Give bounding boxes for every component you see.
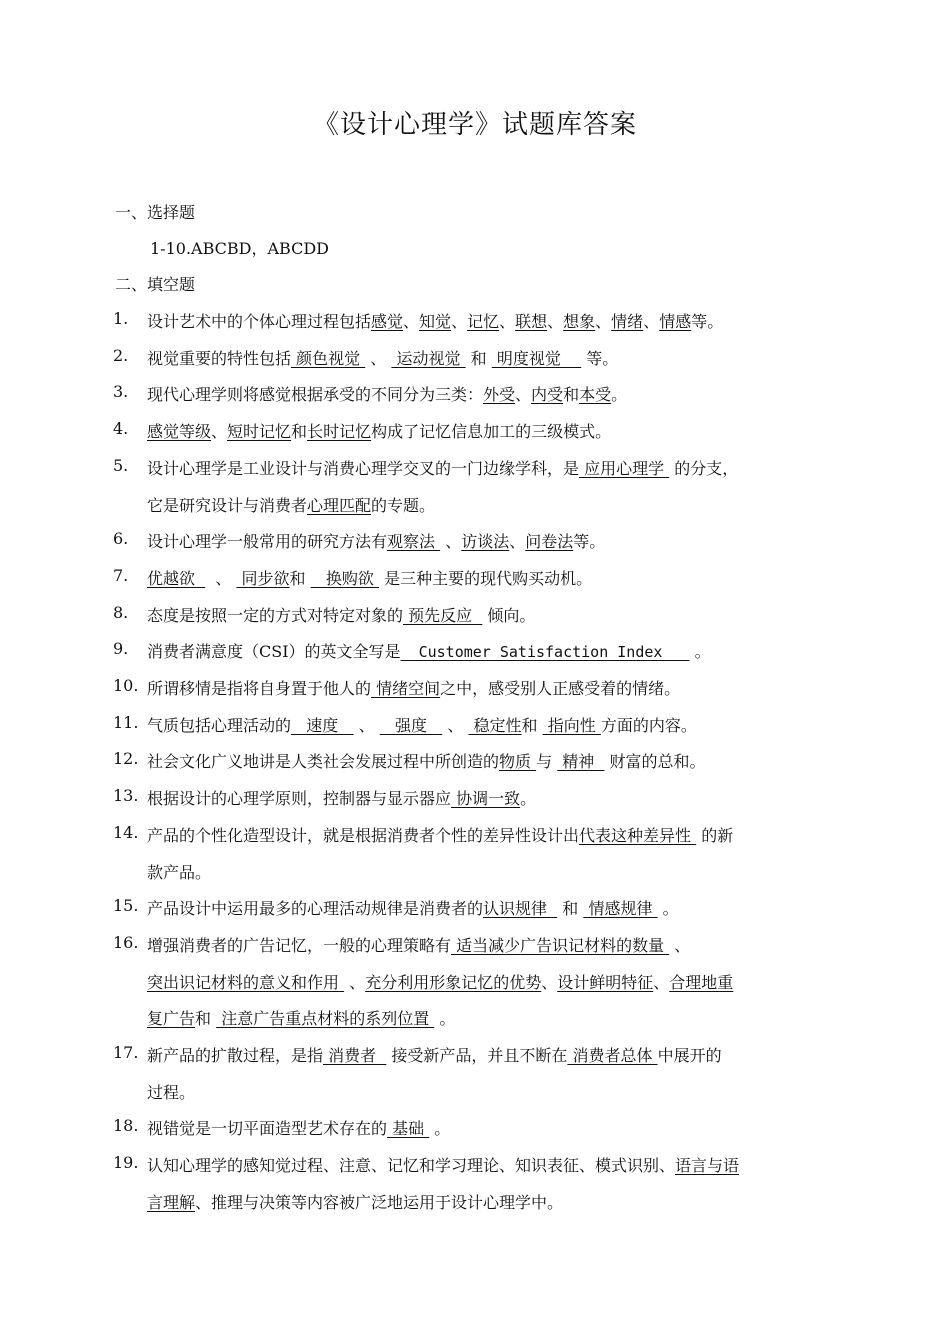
item-number: 15.	[113, 896, 139, 915]
question-text: 的专题。	[371, 496, 436, 515]
question-text: 气质包括心理活动的	[147, 716, 292, 735]
question-text: 、	[365, 349, 392, 368]
item-number: 16.	[113, 933, 139, 952]
question-text: 产品的个性化造型设计，就是根据消费者个性的差异性设计出	[147, 826, 580, 845]
answer-blank: 注意广告重点材料的系列位置	[216, 1009, 435, 1028]
item-text-line	[147, 786, 536, 809]
question-text: 根据设计的心理学原则，控制器与显示器应	[147, 789, 452, 808]
item-text-line	[147, 1080, 195, 1103]
question-text: 认知心理学的感知觉过程、注意、记忆和学习理论、知识表征、模式识别、	[147, 1156, 676, 1175]
answer-blank: Customer Satisfaction Index	[400, 643, 690, 661]
item-text-line	[147, 456, 738, 479]
item-text-line	[147, 493, 435, 516]
item-number: 19.	[113, 1153, 139, 1172]
item-number: 8.	[113, 603, 129, 622]
question-text: 等。	[691, 312, 724, 331]
choice-answers: 1-10.ABCBD，ABCDD	[150, 239, 329, 258]
answer-blank: 应用心理学	[579, 459, 670, 478]
question-text: 的新	[696, 826, 734, 845]
item-text-line	[147, 639, 711, 662]
question-text: 、	[509, 532, 526, 551]
question-text: 增强消费者的广告记忆，一般的心理策略有	[147, 936, 452, 955]
item-number: 6.	[113, 529, 129, 548]
answer-blank: 外受	[483, 385, 516, 404]
item-text-line	[147, 1116, 450, 1139]
item-number: 18.	[113, 1116, 139, 1135]
answer-blank: 长时记忆	[307, 422, 372, 441]
answer-blank: 消费者总体	[567, 1046, 658, 1065]
question-text: 、	[515, 385, 532, 404]
item-number: 9.	[113, 639, 129, 658]
answer-blank: 问卷法	[525, 532, 574, 551]
item-text-line	[147, 823, 733, 846]
answer-blank: 基础	[387, 1119, 430, 1138]
answer-blank: 感觉	[371, 312, 404, 331]
question-text: 设计心理学一般常用的研究方法有	[147, 532, 388, 551]
answer-blank: 言理解	[147, 1193, 196, 1212]
answer-blank: 充分利用形象记忆的优势	[365, 973, 542, 992]
question-text: 和	[195, 1009, 217, 1028]
item-text-line	[147, 603, 535, 626]
question-text: 中展开的	[657, 1046, 722, 1065]
question-text: 。	[689, 642, 711, 661]
question-text: 之中，感受别人正感受着的情绪。	[440, 679, 681, 698]
answer-blank: 情绪	[611, 312, 644, 331]
question-text: 是三种主要的现代购买动机。	[379, 569, 593, 588]
answer-blank: 感觉等级	[147, 422, 212, 441]
question-text: 设计心理学是工业设计与消费心理学交叉的一门边缘学科，是	[147, 459, 580, 478]
answer-blank: 预先反应	[403, 606, 483, 625]
item-text-line	[147, 566, 592, 589]
answer-blank: 认识规律	[483, 899, 558, 918]
item-number: 3.	[113, 382, 129, 401]
question-text: 产品设计中运用最多的心理活动规律是消费者的	[147, 899, 484, 918]
item-number: 7.	[113, 566, 129, 585]
question-text: 视觉重要的特性包括	[147, 349, 292, 368]
question-text: 。	[611, 385, 628, 404]
question-text: 设计艺术中的个体心理过程包括	[147, 312, 372, 331]
answer-blank: 复广告	[147, 1009, 196, 1028]
answer-blank: 消费者	[323, 1046, 387, 1065]
question-text: 接受新产品，并且不断在	[386, 1046, 568, 1065]
question-text: 社会文化广义地讲是人类社会发展过程中所创造的	[147, 752, 500, 771]
section-heading-choice: 一、选择题	[115, 203, 196, 222]
question-text: 视错觉是一切平面造型艺术存在的	[147, 1119, 388, 1138]
item-number: 2.	[113, 346, 129, 365]
question-text: 倾向。	[482, 606, 536, 625]
question-text: 、	[643, 312, 660, 331]
question-text: 等。	[581, 349, 619, 368]
document-title: 《设计心理学》试题库答案	[312, 110, 637, 140]
question-text: 它是研究设计与消费者	[147, 496, 308, 515]
question-text: 、	[595, 312, 612, 331]
question-text: 消费者满意度（CSI）的英文全写是	[147, 642, 401, 661]
item-text-line	[147, 933, 690, 956]
question-text: 款产品。	[147, 863, 212, 882]
item-number: 12.	[113, 749, 139, 768]
answer-blank: 稳定性	[468, 716, 522, 735]
item-text-line	[147, 382, 627, 405]
item-text-line	[147, 749, 706, 772]
question-text: 的分支，	[669, 459, 739, 478]
question-text: 态度是按照一定的方式对特定对象的	[147, 606, 404, 625]
section-heading-fill: 二、填空题	[115, 275, 196, 294]
question-text: 、	[541, 973, 558, 992]
answer-blank: 心理匹配	[307, 496, 372, 515]
question-text: 现代心理学则将感觉根据承受的不同分为三类：	[147, 385, 484, 404]
question-text: 构成了记忆信息加工的三级模式。	[371, 422, 612, 441]
question-text: 和	[557, 899, 584, 918]
item-text-line	[147, 896, 679, 919]
answer-blank: 情感规律	[583, 899, 658, 918]
question-text: 、	[442, 716, 469, 735]
question-text: 、	[499, 312, 516, 331]
answer-blank: 运动视觉	[391, 349, 466, 368]
item-text-line	[147, 529, 605, 552]
item-text-line	[147, 713, 697, 736]
question-text: 。	[657, 899, 679, 918]
answer-blank: 精神	[557, 752, 605, 771]
answer-blank: 强度	[379, 716, 443, 735]
answer-blank: 情感	[659, 312, 692, 331]
answer-blank: 同步欲	[236, 569, 290, 588]
question-text: 、	[669, 936, 691, 955]
answer-blank: 知觉	[419, 312, 452, 331]
answer-blank: 内受	[531, 385, 564, 404]
question-text: 财富的总和。	[604, 752, 706, 771]
item-text-line	[147, 860, 211, 883]
question-text: 。	[434, 1009, 456, 1028]
question-text: 过程。	[147, 1083, 196, 1102]
answer-blank: 合理地重	[669, 973, 734, 992]
item-number: 14.	[113, 823, 139, 842]
question-text: 和	[521, 716, 543, 735]
answer-blank: 本受	[579, 385, 612, 404]
question-text: 、	[353, 716, 380, 735]
question-text: 、	[344, 973, 366, 992]
item-number: 17.	[113, 1043, 139, 1062]
item-number: 13.	[113, 786, 139, 805]
item-text-line	[147, 970, 733, 993]
item-number: 11.	[113, 713, 139, 732]
answer-blank: 优越欲	[147, 569, 206, 588]
item-text-line	[147, 1006, 455, 1029]
answer-blank: 突出识记材料的意义和作用	[147, 973, 345, 992]
item-text-line	[147, 1043, 722, 1066]
question-text: 和	[289, 569, 311, 588]
item-number: 1.	[113, 309, 129, 328]
question-text: 、	[451, 312, 468, 331]
item-text-line	[147, 309, 723, 332]
question-text: 与	[536, 752, 558, 771]
question-text: 、	[440, 532, 462, 551]
answer-blank: 颜色视觉	[291, 349, 366, 368]
question-text: 、推理与决策等内容被广泛地运用于设计心理学中。	[195, 1193, 564, 1212]
answer-blank: 情绪空间	[371, 679, 441, 698]
item-text-line	[147, 346, 618, 369]
answer-blank: 适当减少广告识记材料的数量	[451, 936, 670, 955]
question-text: 。	[520, 789, 537, 808]
question-text: 和	[465, 349, 492, 368]
question-text: 新产品的扩散过程，是指	[147, 1046, 324, 1065]
item-text-line	[147, 419, 611, 442]
answer-blank: 代表这种差异性	[579, 826, 697, 845]
question-text: 和	[291, 422, 308, 441]
question-text: 、	[653, 973, 670, 992]
answer-blank: 想象	[563, 312, 596, 331]
answer-blank: 联想	[515, 312, 548, 331]
question-text: 、	[403, 312, 420, 331]
answer-blank: 指向性	[542, 716, 601, 735]
item-text-line	[147, 1153, 739, 1176]
question-text: 、	[211, 422, 228, 441]
answer-blank: 换购欲	[310, 569, 379, 588]
item-number: 10.	[113, 676, 139, 695]
answer-blank: 物质	[499, 752, 537, 771]
item-text-line	[147, 676, 680, 699]
answer-blank: 速度	[291, 716, 354, 735]
item-number: 5.	[113, 456, 129, 475]
answer-blank: 访谈法	[461, 532, 510, 551]
answer-blank: 设计鲜明特征	[557, 973, 654, 992]
question-text: 等。	[573, 532, 606, 551]
question-text: 和	[563, 385, 580, 404]
answer-blank: 明度视觉	[491, 349, 582, 368]
question-text: 方面的内容。	[600, 716, 697, 735]
answer-blank: 记忆	[467, 312, 500, 331]
question-text: 、	[547, 312, 564, 331]
answer-blank: 语言与语	[675, 1156, 740, 1175]
answer-blank: 协调一致	[451, 789, 521, 808]
question-text: 所谓移情是指将自身置于他人的	[147, 679, 372, 698]
question-text: 。	[429, 1119, 451, 1138]
answer-blank: 短时记忆	[227, 422, 292, 441]
question-text: 、	[205, 569, 237, 588]
item-number: 4.	[113, 419, 129, 438]
item-text-line	[147, 1190, 563, 1213]
answer-blank: 观察法	[387, 532, 441, 551]
